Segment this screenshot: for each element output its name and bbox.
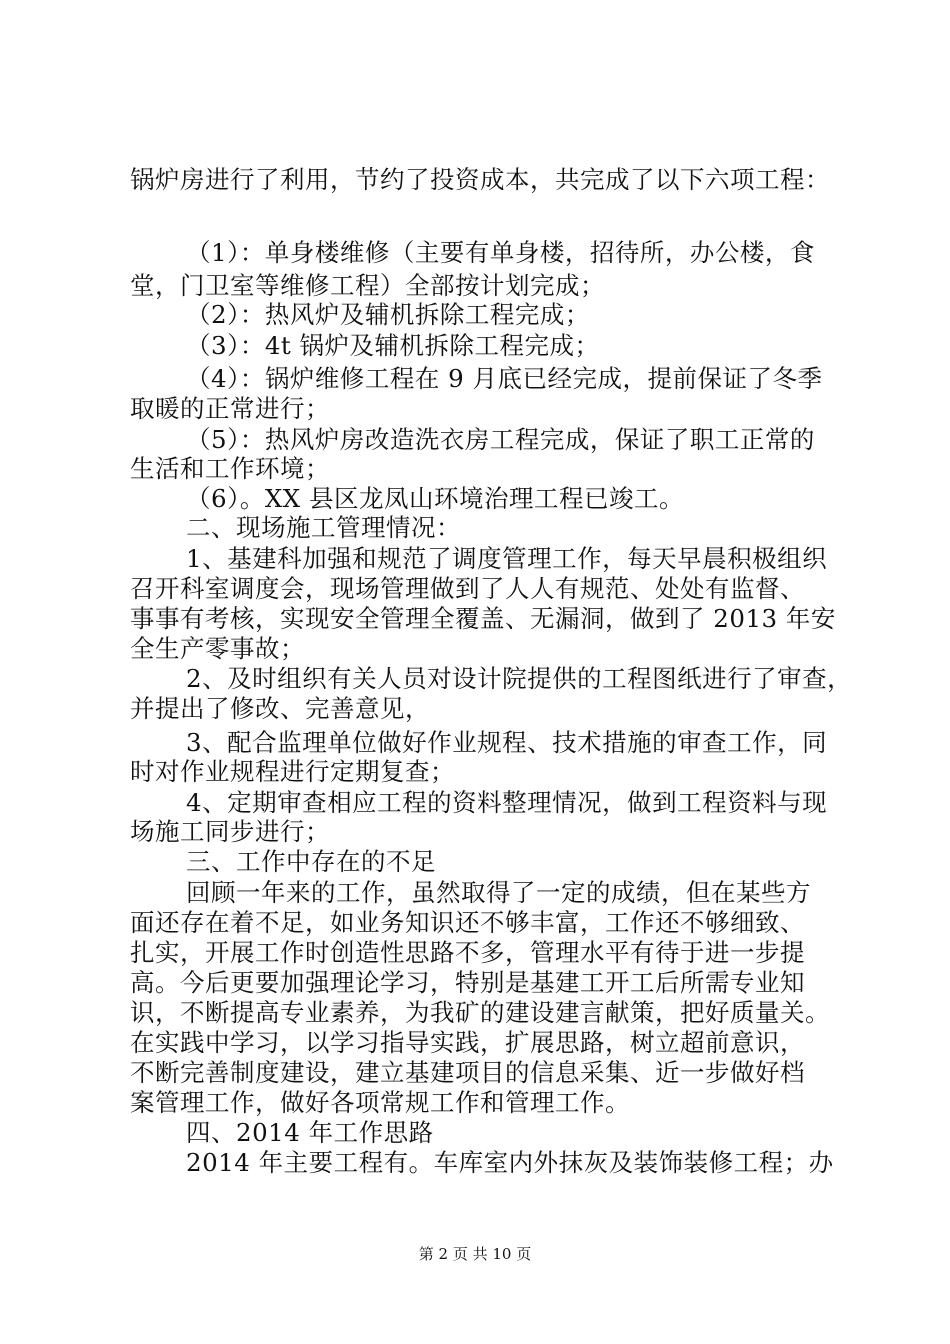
text-line: 识，不断提高专业素养，为我矿的建设建言献策，把好质量关。 <box>130 998 830 1027</box>
text-line: 扎实，开展工作时创造性思路不多，管理水平有待于进一步提 <box>130 938 805 967</box>
text-line: （4）：锅炉维修工程在 9 月底已经完成，提前保证了冬季 <box>186 364 823 393</box>
page-footer: 第 2 页 共 10 页 <box>418 1245 532 1263</box>
text-line: 2、及时组织有关人员对设计院提供的工程图纸进行了审查， <box>186 664 853 693</box>
text-line: 1、基建科加强和规范了调度管理工作，每天早晨积极组织 <box>186 544 828 573</box>
text-line: 高。今后更要加强理论学习，特别是基建工开工后所需专业知 <box>130 968 805 997</box>
text-line: 面还存在着不足，如业务知识还不够丰富，工作还不够细致、 <box>130 908 805 937</box>
section-heading: 四、2014 年工作思路 <box>186 1118 434 1147</box>
text-line: 回顾一年来的工作，虽然取得了一定的成绩，但在某些方 <box>186 878 811 907</box>
text-line: 堂，门卫室等维修工程）全部按计划完成； <box>130 271 605 300</box>
text-line: 全生产零事故； <box>130 634 305 663</box>
text-line: 时对作业规程进行定期复查； <box>130 757 455 786</box>
text-line: 锅炉房进行了利用，节约了投资成本，共完成了以下六项工程： <box>130 165 830 194</box>
text-line: 2014 年主要工程有。车库室内外抹灰及装饰装修工程；办 <box>186 1148 834 1177</box>
text-line: 事事有考核，实现安全管理全覆盖、无漏洞，做到了 2013 年安 <box>130 604 836 633</box>
text-line: 在实践中学习，以学习指导实践，扩展思路，树立超前意识， <box>130 1028 805 1057</box>
text-line: （6）。XX 县区龙凤山环境治理工程已竣工。 <box>186 484 685 513</box>
text-line: 不断完善制度建设，建立基建项目的信息采集、近一步做好档 <box>130 1058 805 1087</box>
text-line: 场施工同步进行； <box>130 817 330 846</box>
section-heading: 二、现场施工管理情况： <box>186 513 461 542</box>
text-line: （5）：热风炉房改造洗衣房工程完成，保证了职工正常的 <box>186 425 815 454</box>
text-line: 3、配合监理单位做好作业规程、技术措施的审查工作，同 <box>186 728 828 757</box>
section-heading: 三、工作中存在的不足 <box>186 847 436 876</box>
text-line: 案管理工作，做好各项常规工作和管理工作。 <box>130 1088 630 1117</box>
text-line: 召开科室调度会，现场管理做到了人人有规范、处处有监督、 <box>130 574 805 603</box>
text-line: 取暖的正常进行； <box>130 394 330 423</box>
text-line: （3）：4t 锅炉及辅机拆除工程完成； <box>186 331 600 360</box>
text-line: 生活和工作环境； <box>130 454 330 483</box>
text-line: 并提出了修改、完善意见， <box>130 694 430 723</box>
text-line: 4、定期审查相应工程的资料整理情况，做到工程资料与现 <box>186 788 828 817</box>
text-line: （2）：热风炉及辅机拆除工程完成； <box>186 300 590 329</box>
text-line: （1）：单身楼维修（主要有单身楼，招待所，办公楼，食 <box>186 238 815 267</box>
